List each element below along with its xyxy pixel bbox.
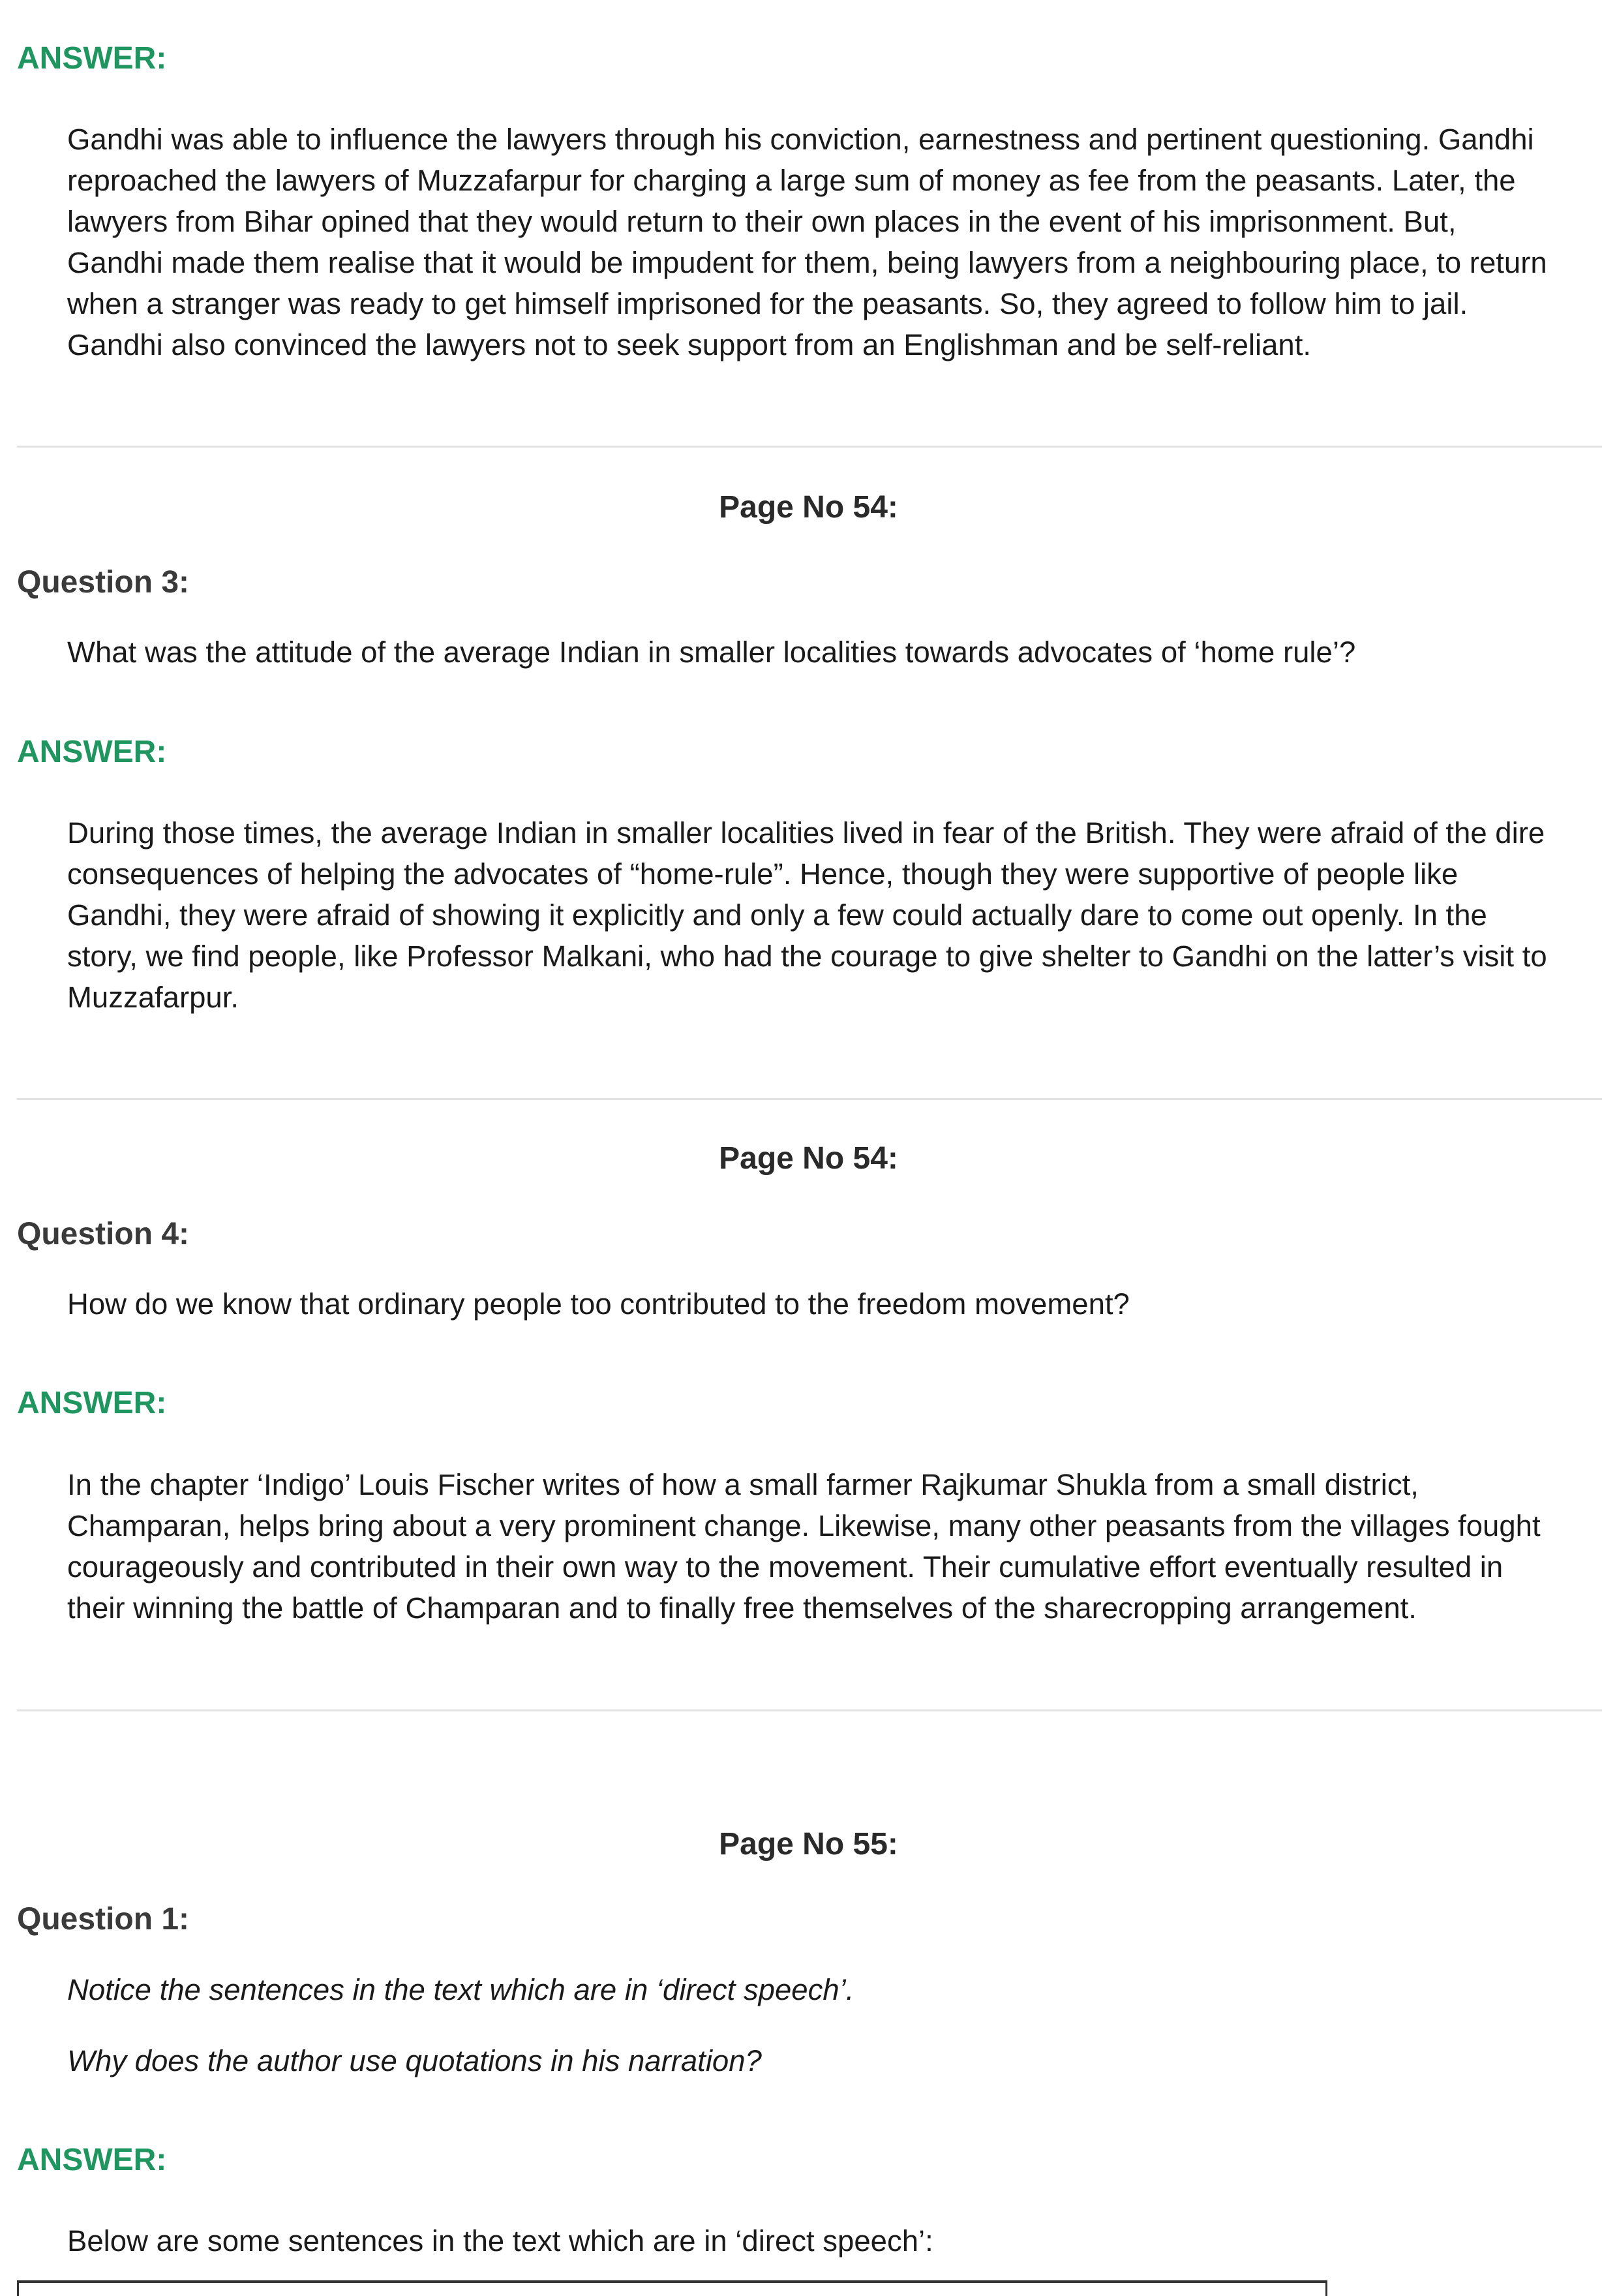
text-line: Gandhi made them realise that it would be impudent for them, being lawyers from a neighbouring place, to return: [67, 246, 1547, 279]
section-divider: [17, 1098, 1602, 1100]
question-3-text: What was the attitude of the average Indian in smaller localities towards advocates of ‘home rule’?: [67, 635, 1356, 669]
question-3-label: Question 3:: [17, 565, 190, 600]
answer-label-3: ANSWER:: [17, 1386, 167, 1420]
answer-paragraph-3: [67, 1464, 1613, 1629]
answer-4-intro: Below are some sentences in the text which are in ‘direct speech’:: [67, 2224, 933, 2258]
answer-label-1: ANSWER:: [17, 41, 167, 76]
text-line: their winning the battle of Champaran and to finally free themselves of the sharecropping arrangement.: [67, 1591, 1417, 1625]
question-1-text-line-2: Why does the author use quotations in his narration?: [67, 2044, 762, 2077]
text-line: Gandhi was able to influence the lawyers through his conviction, earnestness and pertinent questioning. Gandhi: [67, 123, 1534, 156]
section-divider: [17, 1709, 1602, 1711]
answer-paragraph-2: [67, 812, 1613, 1018]
text-line: Gandhi also convinced the lawyers not to seek support from an Englishman and be self-reliant.: [67, 328, 1312, 361]
answer-label-2: ANSWER:: [17, 735, 167, 769]
text-line: Champaran, helps bring about a very prominent change. Likewise, many other peasants from the villages fought: [67, 1509, 1541, 1542]
page-number-heading: Page No 55:: [719, 1827, 898, 1861]
text-line: courageously and contributed in their own way to the movement. Their cumulative effort eventually resulted in: [67, 1550, 1504, 1584]
question-1-label: Question 1:: [17, 1902, 190, 1936]
direct-speech-table: [17, 2280, 1327, 2296]
question-4-text: How do we know that ordinary people too contributed to the freedom movement?: [67, 1287, 1130, 1321]
text-line: reproached the lawyers of Muzzafarpur for charging a large sum of money as fee from the peasants. Later, the: [67, 164, 1516, 197]
page-number-heading: Page No 54:: [719, 1141, 898, 1176]
text-line: story, we find people, like Professor Malkani, who had the courage to give shelter to Gandhi on the latter’s visit to: [67, 940, 1547, 973]
text-line: consequences of helping the advocates of “home-rule”. Hence, though they were supportive of people like: [67, 857, 1458, 891]
text-line: Gandhi, they were afraid of showing it explicitly and only a few could actually dare to come out openly. In the: [67, 898, 1487, 932]
page-number-heading: Page No 54:: [719, 490, 898, 525]
answer-label-4: ANSWER:: [17, 2143, 167, 2177]
text-line: when a stranger was ready to get himself imprisoned for the peasants. So, they agreed to follow him to jail.: [67, 287, 1468, 320]
text-line: Muzzafarpur.: [67, 981, 239, 1014]
section-divider: [17, 446, 1602, 448]
answer-paragraph-1: [67, 119, 1613, 365]
text-line: During those times, the average Indian in smaller localities lived in fear of the British. They were afraid of the dire: [67, 816, 1545, 850]
question-4-label: Question 4:: [17, 1217, 190, 1251]
text-line: In the chapter ‘Indigo’ Louis Fischer writes of how a small farmer Rajkumar Shukla from a small district,: [67, 1468, 1419, 1501]
question-1-text-line-1: Notice the sentences in the text which are in ‘direct speech’.: [67, 1973, 854, 2006]
text-line: lawyers from Bihar opined that they would return to their own places in the event of his imprisonment. But,: [67, 205, 1457, 238]
